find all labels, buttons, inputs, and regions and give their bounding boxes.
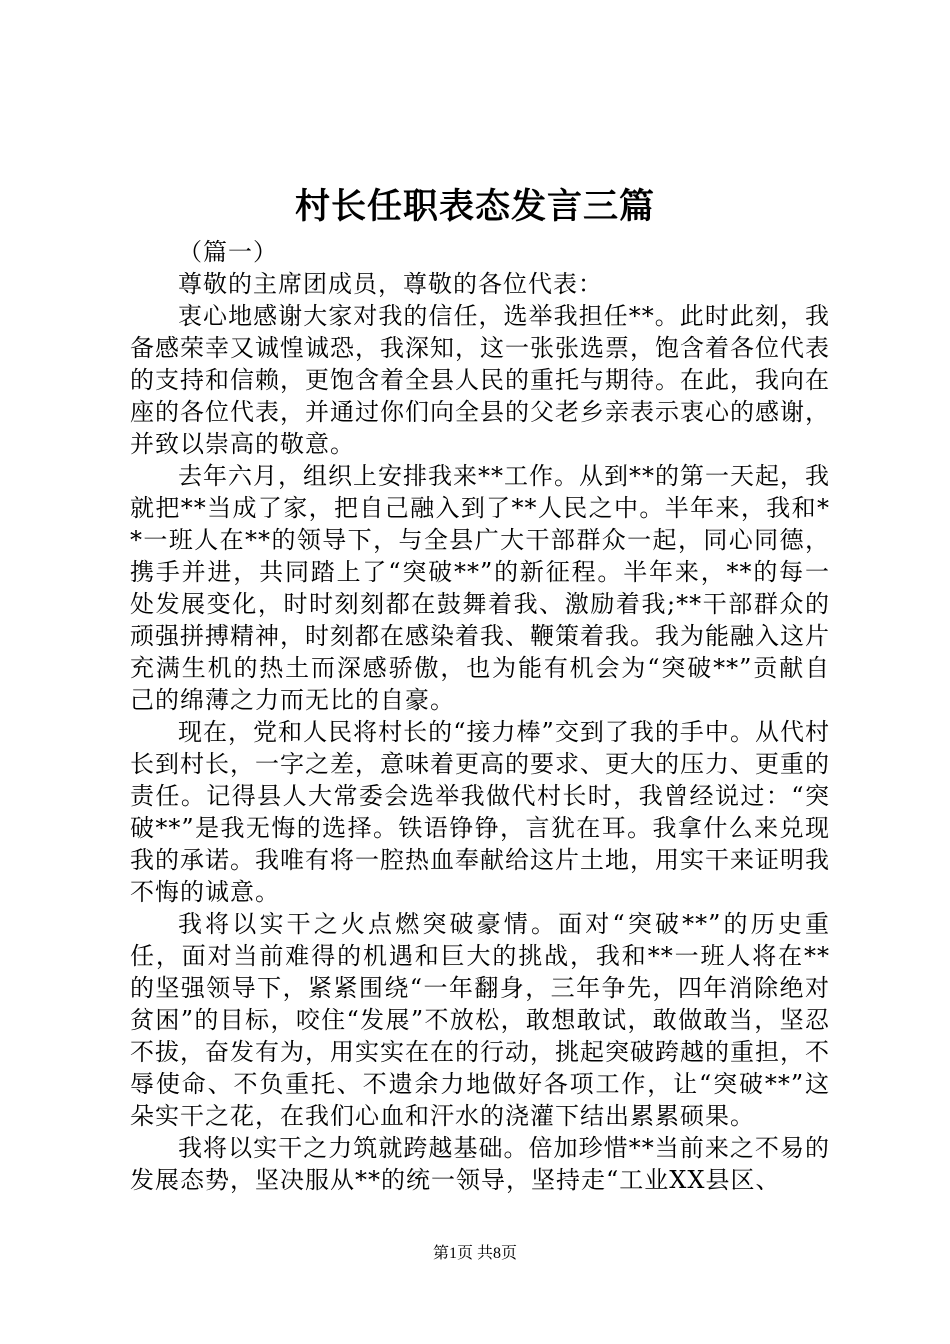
document-title: 村长任职表态发言三篇	[294, 186, 655, 227]
section-heading: （篇一）	[178, 238, 278, 266]
document-body	[130, 236, 830, 1196]
paragraph: 现在，党和人民将村长的“接力棒”交到了我的手中。从代村长到村长，一字之差，意味着更高的要求、更大的压力、更重的责任。记得县人大常委会选举我做代村长时，我曾经说过：“突破**”是我无悔的选择。铁语铮铮，言犹在耳。我拿什么来兑现我的承诺。我唯有将一腔热血奉献给这片土地，用实干来证明我不悔的诚意。	[130, 718, 830, 906]
salutation: 尊敬的主席团成员，尊敬的各位代表：	[178, 270, 603, 298]
paragraph: 去年六月，组织上安排我来**工作。从到**的第一天起，我就把**当成了家，把自己融入到了**人民之中。半年来，我和**一班人在**的领导下，与全县广大干部群众一起，同心同德，携手并进，共同踏上了“突破**”的新征程。半年来，**的每一处发展变化，时时刻刻都在鼓舞着我、激励着我;**干部群众的顽强拼搏精神，时刻都在感染着我、鞭策着我。我为能融入这片充满生机的热土而深感骄傲，也为能有机会为“突破**”贡献自己的绵薄之力而无比的自豪。	[130, 462, 830, 714]
paragraph: 我将以实干之火点燃突破豪情。面对“突破**”的历史重任，面对当前难得的机遇和巨大的挑战，我和**一班人将在**的坚强领导下，紧紧围绕“一年翻身，三年争先，四年消除绝对贫困”的目标，咬住“发展”不放松，敢想敢试，敢做敢当，坚忍不拔，奋发有为，用实实在在的行动，挑起突破跨越的重担，不辱使命、不负重托、不遗余力地做好各项工作，让“突破**”这朵实干之花，在我们心血和汗水的浇灌下结出累累硕果。	[130, 910, 830, 1130]
paragraph: 我将以实干之力筑就跨越基础。倍加珍惜**当前来之不易的发展态势，坚决服从**的统一领导，坚持走“工业XX县区、	[130, 1134, 830, 1194]
page-footer: 第1页 共8页	[432, 1245, 517, 1262]
paragraph: 衷心地感谢大家对我的信任，选举我担任**。此时此刻，我备感荣幸又诚惶诚恐，我深知，这一张张选票，饱含着各位代表的支持和信赖，更饱含着全县人民的重托与期待。在此，我向在座的各位代表，并通过你们向全县的父老乡亲表示衷心的感谢，并致以崇高的敬意。	[130, 302, 830, 458]
